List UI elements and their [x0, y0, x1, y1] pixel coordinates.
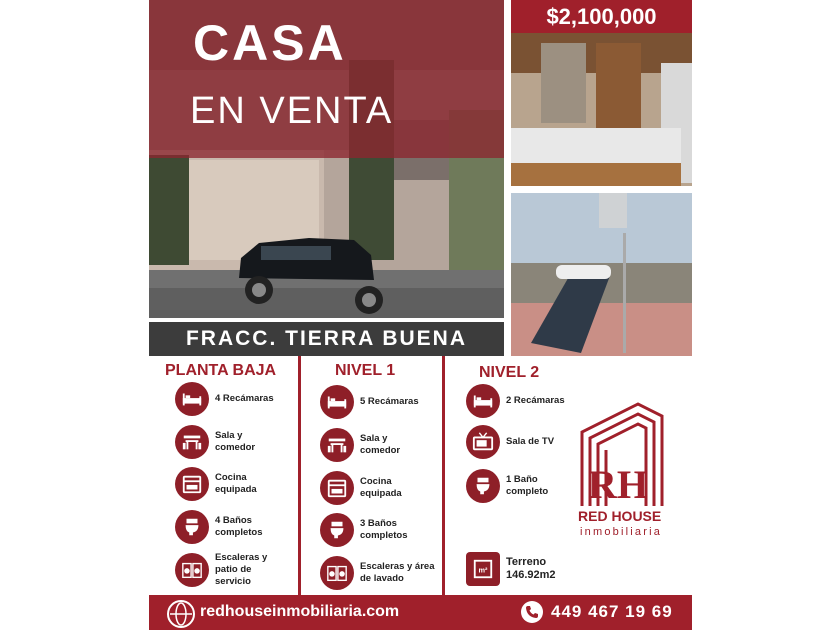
washer-icon	[175, 553, 209, 587]
brand-name: RED HOUSE	[578, 508, 662, 524]
tv-icon	[466, 425, 500, 459]
toilet-icon	[466, 469, 500, 503]
brand-tagline: inmobiliaria	[580, 526, 663, 538]
feature-item	[320, 428, 422, 462]
area-icon	[466, 552, 500, 586]
feature-label: 1 Baño completo	[506, 474, 549, 497]
feature-item	[175, 552, 277, 588]
column-title-nivel-1: NIVEL 1	[335, 362, 396, 379]
feature-label: 5 Recámaras	[360, 396, 419, 407]
feature-label: Cocina equipada	[360, 476, 402, 499]
solar-heater-photo	[511, 193, 692, 356]
feature-label: 3 Baños completos	[360, 518, 408, 541]
column-divider	[442, 356, 445, 595]
svg-text:RH: RH	[588, 462, 648, 507]
stove-icon	[175, 467, 209, 501]
bed-icon	[175, 382, 209, 416]
feature-label: Cocina equipada	[215, 472, 257, 495]
washer-icon	[320, 556, 354, 590]
feature-item	[175, 467, 277, 501]
feature-label: Sala de TV	[506, 436, 555, 447]
feature-item	[320, 513, 422, 547]
price-badge: $2,100,000	[511, 0, 692, 33]
toilet-icon	[320, 513, 354, 547]
feature-item	[175, 510, 277, 544]
phone-icon	[521, 601, 543, 623]
feature-label: 4 Baños completos	[215, 515, 263, 538]
feature-item	[320, 556, 436, 590]
feature-label: Terreno 146.92m2	[506, 556, 556, 581]
sofa-icon	[175, 425, 209, 459]
bed-icon	[466, 384, 500, 418]
feature-item	[466, 425, 568, 459]
feature-item	[320, 471, 422, 505]
feature-item	[466, 469, 568, 503]
sofa-icon	[320, 428, 354, 462]
kitchen-photo	[511, 33, 692, 186]
website-link[interactable]: redhouseinmobiliaria.com	[200, 603, 400, 620]
location-banner: FRACC. TIERRA BUENA	[149, 322, 504, 356]
stove-icon	[320, 471, 354, 505]
column-title-planta-baja: PLANTA BAJA	[165, 362, 277, 379]
feature-item	[466, 552, 576, 586]
feature-item	[175, 382, 277, 416]
red-house-logo	[580, 402, 664, 508]
feature-label: Escaleras y patio de servicio	[215, 552, 268, 587]
feature-label: Sala y comedor	[360, 433, 401, 456]
hero-title-line1: CASA	[193, 15, 347, 71]
bed-icon	[320, 385, 354, 419]
feature-item	[320, 385, 422, 419]
feature-label: 4 Recámaras	[215, 393, 274, 404]
feature-item	[466, 384, 568, 418]
column-title-nivel-2: NIVEL 2	[479, 364, 540, 381]
globe-icon	[167, 600, 195, 628]
hero-title-line2: EN VENTA	[190, 90, 394, 132]
feature-label: Escaleras y área de lavado	[360, 561, 435, 584]
feature-label: Sala y comedor	[215, 430, 256, 453]
toilet-icon	[175, 510, 209, 544]
column-divider	[298, 356, 301, 595]
feature-label: 2 Recámaras	[506, 395, 565, 406]
phone-number-link[interactable]: 449 467 19 69	[551, 602, 673, 621]
feature-item	[175, 425, 277, 459]
